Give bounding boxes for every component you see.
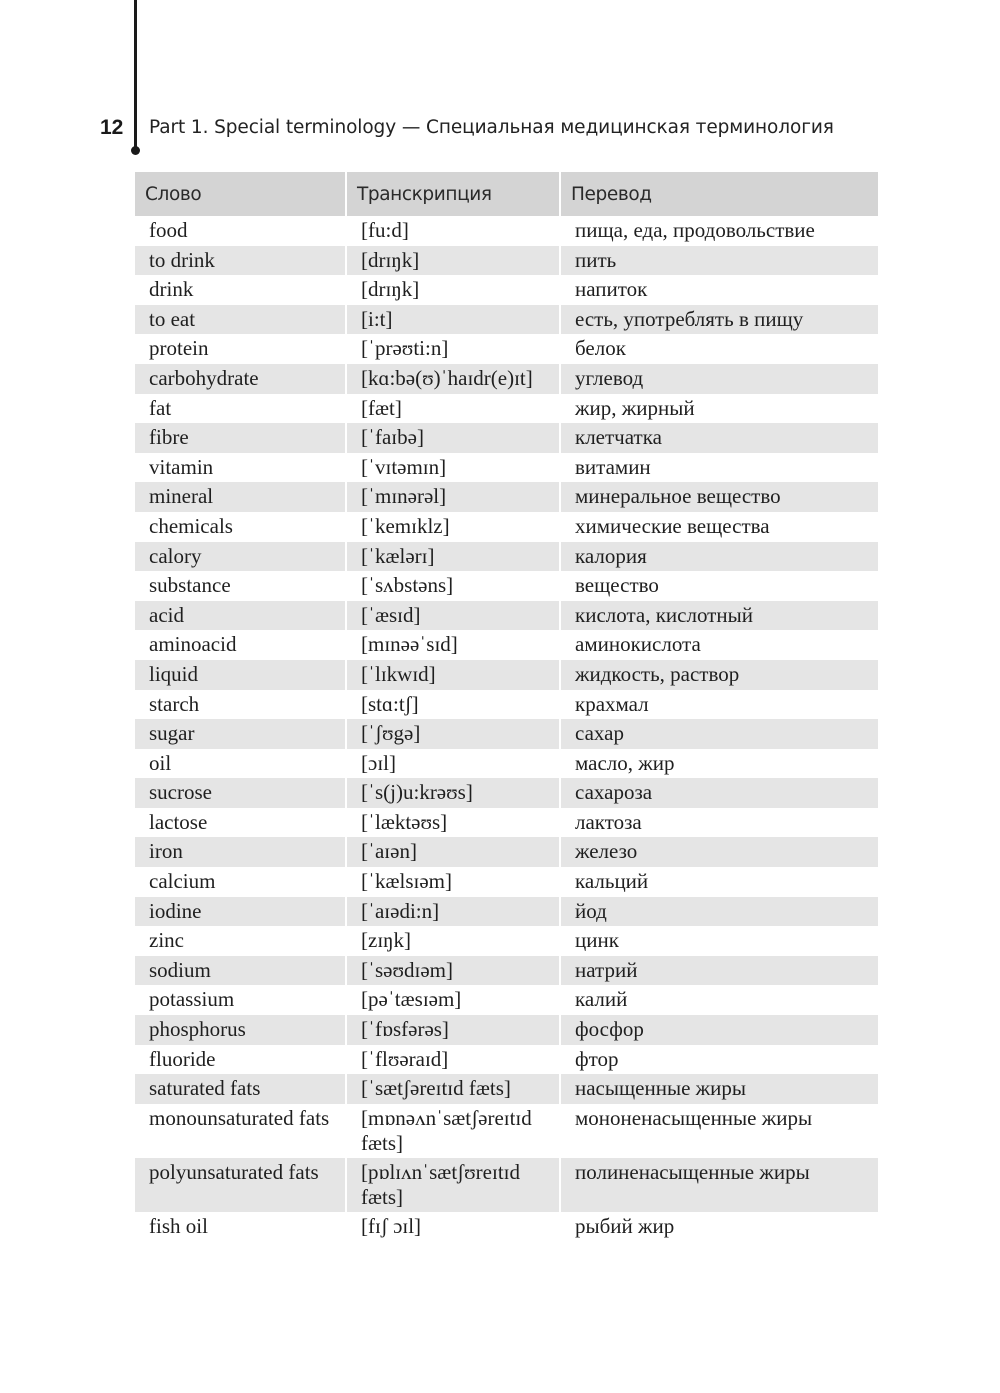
cell-translation: жир, жирный (561, 394, 878, 424)
table-row (135, 808, 878, 838)
cell-transcription: [zɪŋk] (347, 926, 561, 956)
table-row (135, 216, 878, 246)
table-row (135, 985, 878, 1015)
cell-word: acid (135, 601, 347, 631)
cell-translation: витамин (561, 453, 878, 483)
page-number: 12 (100, 116, 124, 139)
cell-word: zinc (135, 926, 347, 956)
table-row (135, 1212, 878, 1242)
table-header-row (135, 172, 878, 216)
cell-translation: жидкость, раствор (561, 660, 878, 690)
table-row (135, 778, 878, 808)
cell-word: protein (135, 334, 347, 364)
cell-transcription: [ɔɪl] (347, 749, 561, 779)
cell-transcription: [ˈkemɪklz] (347, 512, 561, 542)
table-row (135, 897, 878, 927)
cell-translation: цинк (561, 926, 878, 956)
table-row (135, 334, 878, 364)
margin-rule-dot (131, 146, 140, 155)
running-head: Part 1. Special terminology — Специальная медицинская терминология (149, 117, 834, 138)
vocabulary-table (135, 172, 878, 1241)
table-row (135, 542, 878, 572)
cell-translation: натрий (561, 956, 878, 986)
table-row (135, 1074, 878, 1104)
cell-word: oil (135, 749, 347, 779)
cell-transcription: [ˈprəʊti:n] (347, 334, 561, 364)
cell-word: liquid (135, 660, 347, 690)
cell-translation: лактоза (561, 808, 878, 838)
cell-translation: железо (561, 837, 878, 867)
cell-word: to eat (135, 305, 347, 335)
cell-translation: кислота, кислотный (561, 601, 878, 631)
cell-transcription: [drɪŋk] (347, 246, 561, 276)
cell-word: polyunsaturated fats (135, 1158, 347, 1212)
cell-word: vitamin (135, 453, 347, 483)
cell-translation: пища, еда, продовольствие (561, 216, 878, 246)
cell-word: chemicals (135, 512, 347, 542)
cell-word: phosphorus (135, 1015, 347, 1045)
cell-transcription: [kɑ:bə(ʊ)ˈhaɪdr(e)ɪt] (347, 364, 561, 394)
table-row (135, 837, 878, 867)
cell-word: fibre (135, 423, 347, 453)
cell-transcription: [mɒnəʌnˈsætʃəreɪtɪd fæts] (347, 1104, 561, 1158)
cell-word: starch (135, 690, 347, 720)
table-row (135, 482, 878, 512)
header-translation: Перевод (561, 172, 878, 216)
cell-word: fish oil (135, 1212, 347, 1242)
cell-word: substance (135, 571, 347, 601)
cell-transcription: [ˈfɒsfərəs] (347, 1015, 561, 1045)
cell-word: to drink (135, 246, 347, 276)
cell-word: drink (135, 275, 347, 305)
cell-translation: минеральное вещество (561, 482, 878, 512)
cell-transcription: [ˈs(j)u:krəʊs] (347, 778, 561, 808)
table-row (135, 1158, 878, 1212)
cell-translation: масло, жир (561, 749, 878, 779)
table-row (135, 1104, 878, 1158)
cell-translation: пить (561, 246, 878, 276)
cell-transcription: [ˈsætʃəreɪtɪd fæts] (347, 1074, 561, 1104)
cell-transcription: [ˈvɪtəmɪn] (347, 453, 561, 483)
cell-transcription: [ˈæsɪd] (347, 601, 561, 631)
cell-translation: рыбий жир (561, 1212, 878, 1242)
cell-transcription: [ˈaɪədi:n] (347, 897, 561, 927)
cell-translation: аминокислота (561, 630, 878, 660)
table-row (135, 630, 878, 660)
table-row (135, 364, 878, 394)
cell-transcription: [ˈkælərɪ] (347, 542, 561, 572)
cell-word: calcium (135, 867, 347, 897)
cell-translation: напиток (561, 275, 878, 305)
cell-word: fluoride (135, 1045, 347, 1075)
table-row (135, 660, 878, 690)
cell-word: sodium (135, 956, 347, 986)
cell-transcription: [fæt] (347, 394, 561, 424)
table-row (135, 305, 878, 335)
cell-word: sugar (135, 719, 347, 749)
cell-translation: фосфор (561, 1015, 878, 1045)
cell-translation: сахароза (561, 778, 878, 808)
cell-transcription: [ˈfaɪbə] (347, 423, 561, 453)
cell-transcription: [mɪnəəˈsɪd] (347, 630, 561, 660)
cell-word: mineral (135, 482, 347, 512)
cell-transcription: [i:t] (347, 305, 561, 335)
table-row (135, 601, 878, 631)
cell-transcription: [pəˈtæsɪəm] (347, 985, 561, 1015)
cell-transcription: [fɪʃ ɔɪl] (347, 1212, 561, 1242)
cell-word: sucrose (135, 778, 347, 808)
table-row (135, 275, 878, 305)
cell-transcription: [ˈʃʊgə] (347, 719, 561, 749)
table-row (135, 867, 878, 897)
cell-translation: сахар (561, 719, 878, 749)
cell-translation: крахмал (561, 690, 878, 720)
header-word: Слово (135, 172, 347, 216)
cell-transcription: [ˈlæktəʊs] (347, 808, 561, 838)
cell-translation: углевод (561, 364, 878, 394)
cell-word: calory (135, 542, 347, 572)
cell-transcription: [ˈkælsɪəm] (347, 867, 561, 897)
cell-transcription: [fu:d] (347, 216, 561, 246)
cell-transcription: [ˈsʌbstəns] (347, 571, 561, 601)
cell-word: aminoacid (135, 630, 347, 660)
table-row (135, 571, 878, 601)
table-row (135, 246, 878, 276)
cell-transcription: [ˈlɪkwɪd] (347, 660, 561, 690)
cell-translation: есть, употреблять в пищу (561, 305, 878, 335)
cell-word: monounsaturated fats (135, 1104, 347, 1158)
cell-transcription: [drɪŋk] (347, 275, 561, 305)
cell-word: potassium (135, 985, 347, 1015)
cell-translation: йод (561, 897, 878, 927)
header-transcription: Транскрипция (347, 172, 561, 216)
table-row (135, 749, 878, 779)
cell-translation: калий (561, 985, 878, 1015)
cell-translation: химические вещества (561, 512, 878, 542)
cell-transcription: [ˈsəʊdɪəm] (347, 956, 561, 986)
cell-transcription: [ˈmɪnərəl] (347, 482, 561, 512)
table-row (135, 690, 878, 720)
cell-transcription: [pɒlɪʌnˈsætʃʊreɪtɪd fæts] (347, 1158, 561, 1212)
cell-translation: кальций (561, 867, 878, 897)
cell-word: food (135, 216, 347, 246)
table-row (135, 512, 878, 542)
table-row (135, 394, 878, 424)
cell-word: fat (135, 394, 347, 424)
table-row (135, 453, 878, 483)
table-row (135, 1015, 878, 1045)
cell-transcription: [ˈflʊəraɪd] (347, 1045, 561, 1075)
cell-translation: полиненасыщенные жиры (561, 1158, 878, 1212)
cell-translation: клетчатка (561, 423, 878, 453)
cell-transcription: [ˈaɪən] (347, 837, 561, 867)
table-row (135, 926, 878, 956)
cell-translation: белок (561, 334, 878, 364)
cell-transcription: [stɑ:tʃ] (347, 690, 561, 720)
cell-word: lactose (135, 808, 347, 838)
cell-word: carbohydrate (135, 364, 347, 394)
cell-translation: фтор (561, 1045, 878, 1075)
cell-translation: калория (561, 542, 878, 572)
cell-word: iron (135, 837, 347, 867)
cell-translation: насыщенные жиры (561, 1074, 878, 1104)
table-row (135, 1045, 878, 1075)
cell-translation: вещество (561, 571, 878, 601)
table-row (135, 423, 878, 453)
table-row (135, 956, 878, 986)
table-row (135, 719, 878, 749)
cell-word: saturated fats (135, 1074, 347, 1104)
cell-translation: мононенасыщенные жиры (561, 1104, 878, 1158)
margin-rule (134, 0, 137, 150)
cell-word: iodine (135, 897, 347, 927)
